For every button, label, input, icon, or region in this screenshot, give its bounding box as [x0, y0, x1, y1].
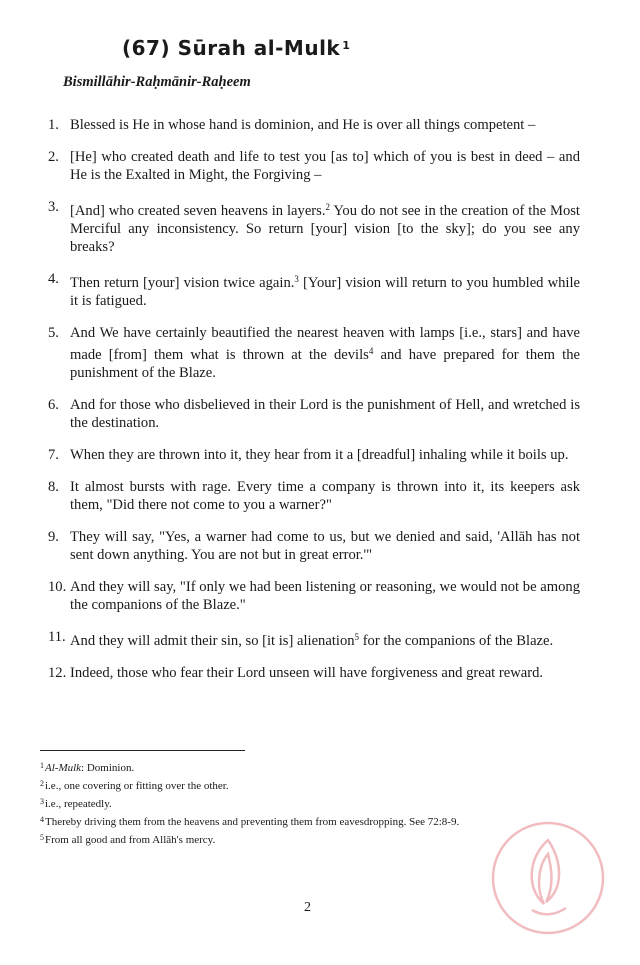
- verse: [48, 446, 580, 464]
- verse-text-part: When they are thrown into it, they hear from it a [dreadful] inhaling while it boils up.: [70, 447, 569, 463]
- verse-number: 11.: [48, 629, 66, 645]
- footnote-number: 3: [40, 797, 44, 806]
- verse-text-part: Then return [your] vision twice again.: [70, 275, 295, 291]
- verse-text-part: for the companions of the Blaze.: [359, 633, 554, 649]
- footnote-number: 2: [40, 779, 44, 788]
- verse-list: [48, 116, 580, 682]
- verse: [48, 478, 580, 514]
- verse-number: 7.: [48, 447, 59, 463]
- verse: [48, 664, 580, 682]
- verse-text-part: Indeed, those who fear their Lord unseen will have forgiveness and great reward.: [70, 665, 544, 681]
- verse: [48, 270, 580, 310]
- verse-text: [70, 633, 553, 649]
- footnote-number: 5: [40, 833, 44, 842]
- verse-text-part: And they will admit their sin, so [it is] alienation: [70, 633, 355, 649]
- verse-text: [70, 275, 580, 309]
- verse: [48, 396, 580, 432]
- verse-text-part: And they will say, "If only we had been listening or reasoning, we would not be among the companions of the Blaze.": [70, 579, 580, 613]
- footnote-marker: 4: [368, 346, 374, 356]
- verse-text-part: [He] who created death and life to test you [as to] which of you is best in deed – and He is the Exalted in Might, the Forgiving –: [70, 149, 580, 183]
- verse-text: [70, 665, 543, 681]
- verse-number: 4.: [48, 271, 59, 287]
- footnote-marker: 2: [325, 202, 330, 212]
- verse-text-part: And We have certainly beautified the nearest heaven with lamps [i.e., stars] and have made [from] them what is thrown at the devils: [70, 325, 580, 363]
- verse-number: 3.: [48, 199, 59, 215]
- verse-number: 5.: [48, 325, 59, 341]
- verse-text: [70, 579, 580, 613]
- verse-text: [70, 325, 580, 381]
- verse-text: [70, 529, 580, 563]
- publisher-watermark-icon: [488, 818, 608, 938]
- verse-text: [70, 397, 580, 431]
- verse-text-part: It almost bursts with rage. Every time a company is thrown into it, its keepers ask them, "Did there not come to you a warner?": [70, 479, 580, 513]
- verse-text: [70, 479, 580, 513]
- footnote-number: 4: [40, 815, 44, 824]
- verse-text: [70, 203, 580, 255]
- footnote: [40, 776, 600, 794]
- surah-title-text: (67) Sūrah al-Mulk: [122, 36, 341, 60]
- verse: [48, 578, 580, 614]
- verse-text-part: [And] who created seven heavens in layers.: [70, 203, 326, 219]
- verse-text-part: They will say, "Yes, a warner had come to us, but we denied and said, 'Allāh has not sent down anything. You are not but in great error.'": [70, 529, 580, 563]
- footnote-text: i.e., repeatedly.: [45, 798, 112, 810]
- footnote-number: 1: [40, 761, 44, 770]
- surah-title: [122, 36, 350, 60]
- footnote: [40, 758, 600, 776]
- footnote-term: Al-Mulk: [45, 762, 82, 774]
- footnote-text: From all good and from Allāh's mercy.: [45, 834, 216, 846]
- verse-text: [70, 149, 580, 183]
- verse: [48, 628, 580, 650]
- verse-text: [70, 447, 568, 463]
- verse-number: 6.: [48, 397, 59, 413]
- verse-text-part: You do not see in the creation of the Most Merciful any inconsistency. So return [your] vision [to the sky]; do you see any breaks?: [70, 203, 580, 255]
- footnote-marker: 3: [294, 274, 299, 284]
- footnote-marker: 5: [354, 632, 360, 642]
- verse-number: 1.: [48, 117, 59, 133]
- verse-number: 2.: [48, 149, 59, 165]
- verse-number: 8.: [48, 479, 59, 495]
- footnote-divider: [40, 750, 245, 751]
- verse: [48, 148, 580, 184]
- basmala: Bismillāhir-Raḥmānir-Raḥeem: [63, 74, 251, 90]
- verse: [48, 116, 580, 134]
- verse-text-part: [Your] vision will return to you humbled while it is fatigued.: [70, 275, 581, 309]
- footnote-text: : Dominion.: [81, 762, 135, 774]
- verse: [48, 324, 580, 382]
- verse-text-part: And for those who disbelieved in their Lord is the punishment of Hell, and wretched is the destination.: [70, 397, 580, 431]
- footnote-text: Thereby driving them from the heavens and preventing them from eavesdropping. See 72:8-9.: [45, 816, 460, 828]
- verse-number: 12.: [48, 665, 67, 681]
- footnote: [40, 794, 600, 812]
- page-number: 2: [304, 900, 311, 915]
- verse-text: [70, 117, 535, 133]
- verse-number: 10.: [48, 579, 67, 595]
- title-footnote-marker: 1: [342, 39, 351, 52]
- verse-text-part: Blessed is He in whose hand is dominion, and He is over all things competent –: [70, 117, 536, 133]
- verse: [48, 198, 580, 256]
- verse-number: 9.: [48, 529, 59, 545]
- footnote-text: i.e., one covering or fitting over the other.: [45, 780, 229, 792]
- verse-text-part: and have prepared for them the punishment of the Blaze.: [70, 347, 580, 381]
- verse: [48, 528, 580, 564]
